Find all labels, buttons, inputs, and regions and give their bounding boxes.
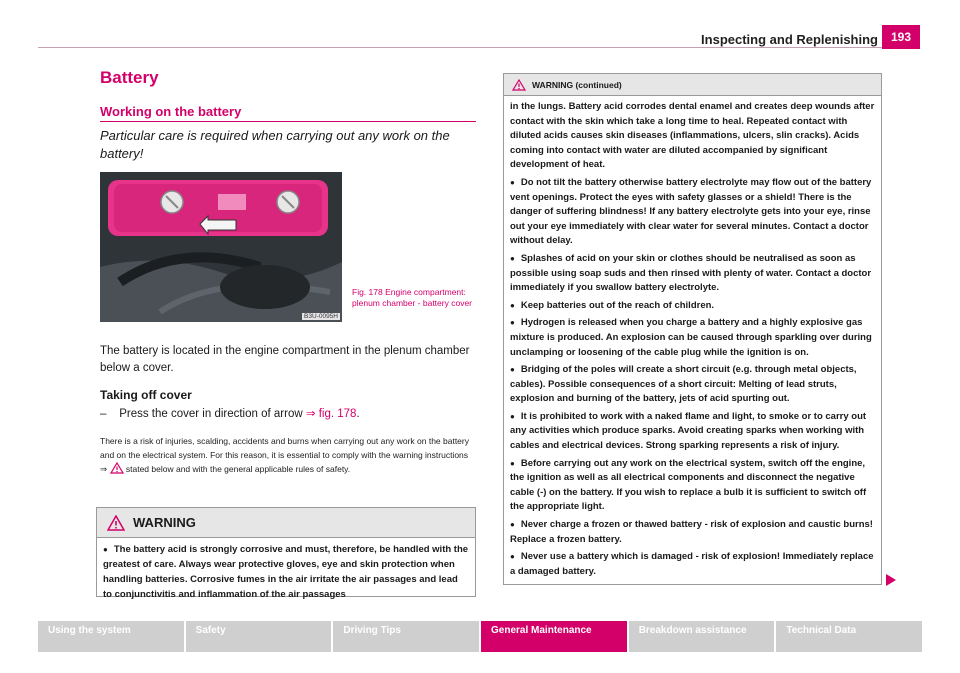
warning-box <box>96 507 476 600</box>
warning-triangle-icon <box>110 462 124 474</box>
warning-continued-body <box>504 96 881 579</box>
warning-text: ● The battery acid is strongly corrosive and must, therefore, be handled with the greatest of care. Always wear protective gloves, eye and skin protection when handling batteries. Corrosive fumes in the air irritate the air passages and lead to conjunctivitis and inflammation of the air passages <box>103 544 468 600</box>
engine-compartment-illustration <box>100 172 342 322</box>
risk-arrow: ⇒ <box>100 464 108 474</box>
warning-bullet: ● Keep batteries out of the reach of children. <box>510 299 875 314</box>
footer-tab-safety[interactable]: Safety <box>186 621 332 652</box>
warning-bullet: ● Splashes of acid on your skin or clothes should be neutralised as soon as possible using soap suds and then rinsed with plenty of water. Contact a doctor immediately if you swallow battery electrolyte. <box>510 252 875 296</box>
warning-bullet: ● Never use a battery which is damaged - risk of explosion! Immediately replace a damaged battery. <box>510 550 875 579</box>
warning-bullet: ● Hydrogen is released when you charge a battery and a highly explosive gas mixture is produced. An explosion can be caused through sparkling over during unclamping or loosening of the cable plug while the ignition is on. <box>510 316 875 360</box>
fig-178-link[interactable]: fig. 178 <box>318 408 357 420</box>
engine-compartment-figure <box>100 172 342 322</box>
figure-code: B3U-0095H <box>304 313 338 320</box>
risk-text-part-1: There is a risk of injuries, scalding, accidents and burns when carrying out any work on the battery and on the electrical system. For this reason, it is essential to comply with the warning instructions <box>100 436 469 460</box>
risk-text <box>100 434 476 476</box>
warning-bullet: ● It is prohibited to work with a naked flame and light, to smoke or to carry out any activities which produce sparks. Avoid creating sparks when working with cables and electrical devices. Strong sparking represents a risk of injury. <box>510 410 875 454</box>
warning-header <box>97 508 475 538</box>
footer-tab-general-maintenance[interactable]: General Maintenance <box>481 621 627 652</box>
warning-bullet: ● Never charge a frozen or thawed battery - risk of explosion and caustic burns! Replace a frozen battery. <box>510 518 875 547</box>
subsection-title: Working on the battery <box>100 104 242 119</box>
step-end: . <box>356 408 360 420</box>
footer-nav <box>38 621 922 652</box>
intro-text: Particular care is required when carrying out any work on the battery! <box>100 128 450 161</box>
warning-bullet: ● Bridging of the poles will create a short circuit (e.g. through metal objects, cables). Possible consequences of a short circuit: Melting of lead struts, explosion and burning of the battery, jets of acid spurting out. <box>510 363 875 407</box>
warning-triangle-icon <box>512 79 526 91</box>
step-dash: – <box>100 408 107 420</box>
header-divider <box>38 47 882 48</box>
section-title: Battery <box>100 68 159 87</box>
footer-tab-technical-data[interactable]: Technical Data <box>776 621 922 652</box>
figure-caption: Fig. 178 Engine compartment: plenum chamber - battery cover <box>352 287 472 308</box>
warning-continued-heading: WARNING (continued) <box>532 79 622 90</box>
location-text: The battery is located in the engine compartment in the plenum chamber below a cover. <box>100 345 470 374</box>
step-arrow: ⇒ <box>305 408 316 420</box>
taking-off-heading: Taking off cover <box>100 388 192 402</box>
warning-continued-header <box>504 74 881 96</box>
warning-body <box>97 538 475 606</box>
next-page-arrow-icon[interactable] <box>886 574 896 586</box>
warning-continuation-text: in the lungs. Battery acid corrodes dental enamel and creates deep wounds after contact with the skin which take a long time to heal. Repeated contact with diluted acids causes skin diseases (inflammations, ulcers, slin cracks). Acids coming into contact with water are diluted accompanied by significant development of heat. <box>510 101 875 171</box>
warning-bullet: ● Before carrying out any work on the electrical system, switch off the engine, the ignition as well as all electrical components and disconnect the negative cable (-) on the battery. If you wish to replace a bulb it is sufficient to switch off the appropriate light. <box>510 457 875 515</box>
footer-tab-driving-tips[interactable]: Driving Tips <box>333 621 479 652</box>
warning-bullet: ● Do not tilt the battery otherwise battery electrolyte may flow out of the battery vent openings. Protect the eyes with safety glasses or a shield! There is the danger of suffering blindness! If any battery electrolyte gets into your eye, rinse out your eye immediately with clear water for several minutes. Contact a doctor without delay. <box>510 176 875 249</box>
risk-text-part-2: stated below and with the general applicable rules of safety. <box>125 464 351 474</box>
chapter-title: Inspecting and Replenishing <box>701 32 878 47</box>
footer-tab-using-the-system[interactable]: Using the system <box>38 621 184 652</box>
step-item <box>100 406 476 420</box>
step-text: Press the cover in direction of arrow <box>119 408 303 420</box>
page-number: 193 <box>882 25 920 49</box>
warning-triangle-icon <box>107 515 125 531</box>
footer-tab-breakdown-assistance[interactable]: Breakdown assistance <box>629 621 775 652</box>
warning-continued-box <box>503 73 882 585</box>
subsection-divider <box>100 121 476 122</box>
warning-heading: WARNING <box>133 515 196 530</box>
